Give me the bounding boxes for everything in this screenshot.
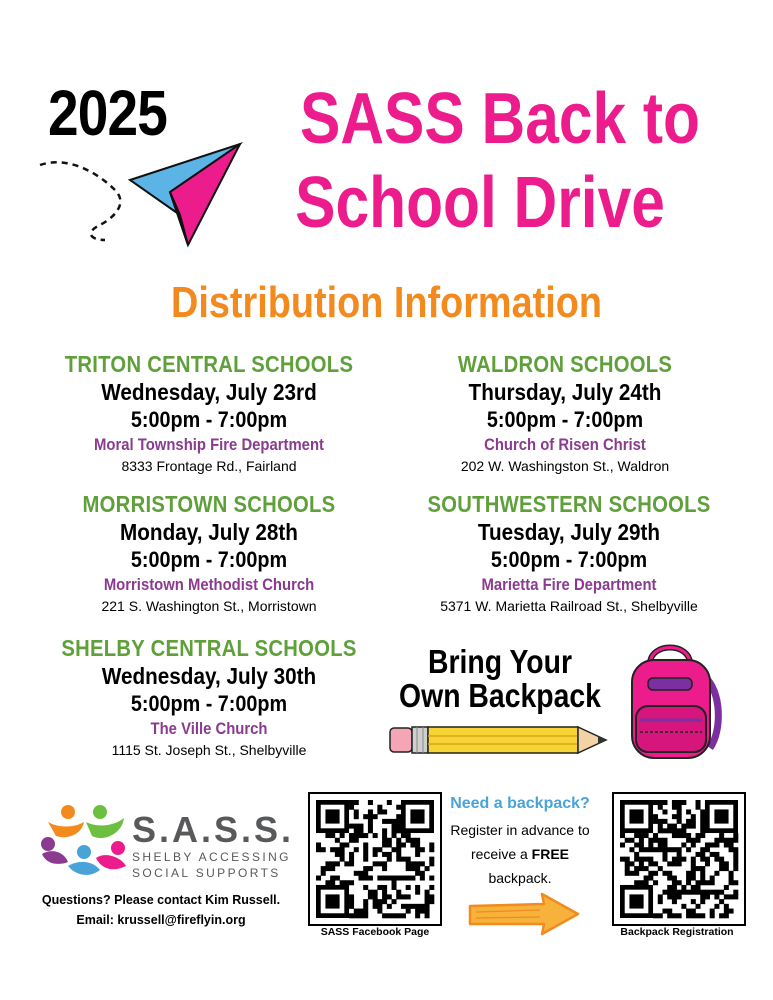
event-venue: Church of Risen Christ [484,436,646,454]
event-venue: Marietta Fire Department [481,576,657,594]
free-label: FREE [531,846,570,862]
arrow-right-icon [466,890,584,940]
logo-sub-1: SHELBY ACCESSING [132,850,291,864]
event-time: 5:00pm - 7:00pm [490,547,648,572]
register-line-2 [440,842,600,866]
event-waldron [380,350,750,476]
event-time: 5:00pm - 7:00pm [130,407,288,432]
event-time: 5:00pm - 7:00pm [130,691,288,716]
section-title: Distribution Information [171,278,602,327]
qr-caption-facebook: SASS Facebook Page [320,926,430,938]
contact-email[interactable]: Email: krussell@fireflyin.org [76,913,246,927]
event-address: 8333 Frontage Rd., Fairland [121,458,297,474]
school-name: SHELBY CENTRAL SCHOOLS [61,635,357,661]
byob-line-1: Bring Your [427,643,572,680]
school-name: SOUTHWESTERN SCHOOLS [427,491,711,517]
title-line-1: SASS Back to [300,79,700,159]
event-date: Wednesday, July 23rd [101,379,317,405]
event-address: 5371 W. Marietta Railroad St., Shelbyville [440,598,698,614]
sass-logo-icon [38,800,130,880]
register-line-2-text: receive a [470,846,532,862]
qr-code-registration[interactable] [612,792,746,926]
event-morristown [24,490,394,616]
byob-line-2: Own Backpack [399,677,601,714]
event-shelby-central [24,634,394,760]
event-date: Monday, July 28th [120,519,298,545]
paper-plane-icon [30,140,250,250]
event-venue: Moral Township Fire Department [94,436,324,454]
event-date: Thursday, July 24th [468,379,662,405]
register-line-3: backpack. [488,870,552,886]
year-label: 2025 [48,77,168,149]
event-time: 5:00pm - 7:00pm [130,547,288,572]
school-name: TRITON CENTRAL SCHOOLS [64,351,354,377]
event-triton [24,350,394,476]
byob-heading [397,645,603,713]
qr-code-icon [614,794,744,924]
qr-code-icon [310,794,440,924]
need-backpack-heading: Need a backpack? [450,795,590,812]
event-venue: Morristown Methodist Church [103,576,315,594]
pencil-icon [388,722,618,758]
event-address: 1115 St. Joseph St., Shelbyville [111,742,307,758]
title-line-2: School Drive [295,163,665,243]
logo-sub-2: SOCIAL SUPPORTS [132,866,281,880]
logo-name: S.A.S.S. [132,809,295,850]
event-address: 202 W. Washingston St., Waldron [460,458,670,474]
backpack-icon [618,636,723,762]
event-address: 221 S. Washington St., Morristown [101,598,317,614]
school-name: MORRISTOWN SCHOOLS [82,491,336,517]
event-date: Tuesday, July 29th [477,519,661,545]
event-southwestern [384,490,754,616]
event-date: Wednesday, July 30th [101,663,317,689]
register-line-1: Register in advance to [450,822,590,838]
event-venue: The Ville Church [150,720,268,738]
contact-line-1: Questions? Please contact Kim Russell. [41,893,281,907]
qr-caption-registration: Backpack Registration [620,926,734,938]
event-time: 5:00pm - 7:00pm [486,407,644,432]
qr-code-facebook[interactable] [308,792,442,926]
school-name: WALDRON SCHOOLS [457,351,673,377]
